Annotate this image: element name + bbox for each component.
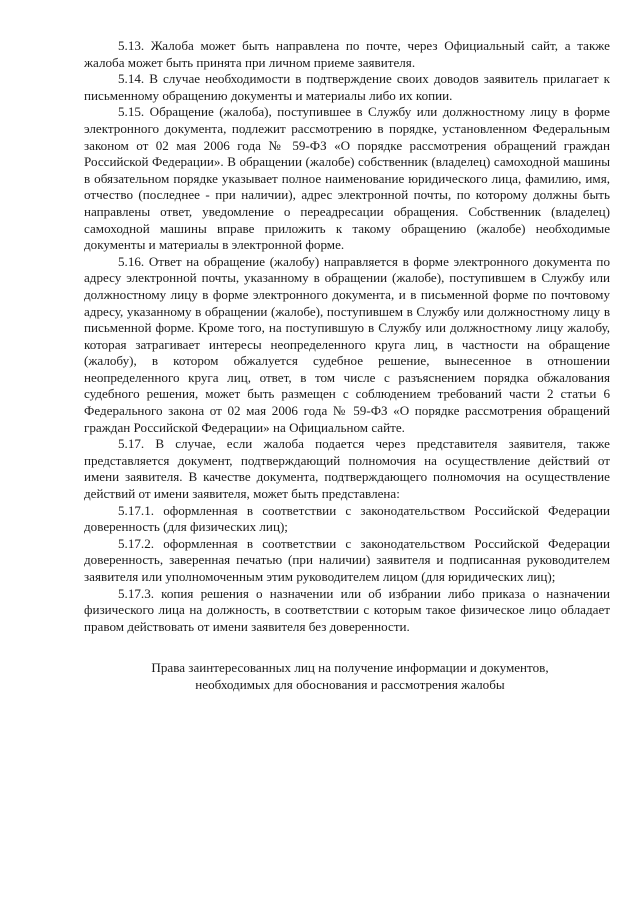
paragraph-5-17-2: 5.17.2. оформленная в соответствии с законодательством Российской Федерации доверенность, заверенная печатью (при наличии) заявителя и подписанная руководителем заявителя или уполномоченным этим руководителем лицом (для юридических лиц); xyxy=(84,535,610,584)
paragraph-5-17-1: 5.17.1. оформленная в соответствии с законодательством Российской Федерации доверенность (для физических лиц); xyxy=(84,502,610,535)
section-heading-line-1: Права заинтересованных лиц на получение информации и документов, xyxy=(151,660,549,676)
paragraph-5-17-3: 5.17.3. копия решения о назначении или об избрании либо приказа о назначении физического лица на должность, в соответствии с которым такое физическое лицо обладает правом действовать от имени заявителя без доверенности. xyxy=(84,585,610,634)
section-heading-line-2: необходимых для обоснования и рассмотрения жалобы xyxy=(195,677,505,693)
paragraph-5-16: 5.16. Ответ на обращение (жалобу) направляется в форме электронного документа по адресу электронной почты, указанному в обращении (жалобе), поступившем в Службу или должностному лицу в форме электронного документа, и в письменной форме по почтовому адресу, указанному в обращении (жалобе), поступившем в Службу или должностному лицу в письменной форме. Кроме того, на поступившую в Службу или должностному лицу жалобу, которая затрагивает интересы неопределенного круга лиц, в частности на обращение (жалобу), в котором обжалуется судебное решение, вынесенное в отношении неопределенного круга лиц, ответ, в том числе с разъяснением порядка обжалования судебного решения, может быть размещен с соблюдением требований части 2 статьи 6 Федерального закона от 02 мая 2006 года № 59-ФЗ «О порядке рассмотрения обращений граждан Российской Федерации» на Официальном сайте. xyxy=(84,253,610,435)
paragraph-5-14: 5.14. В случае необходимости в подтверждение своих доводов заявитель прилагает к письменному обращению документы и материалы либо их копии. xyxy=(84,71,610,103)
paragraph-5-17: 5.17. В случае, если жалоба подается через представителя заявителя, также представляется документ, подтверждающий полномочия на осуществление действий от имени заявителя. В качестве документа, подтверждающего полномочия на осуществление действий от имени заявителя, может быть представлена: xyxy=(84,436,610,502)
paragraph-5-15: 5.15. Обращение (жалоба), поступившее в Службу или должностному лицу в форме электронного документа, подлежит рассмотрению в порядке, установленном Федеральным законом от 02 мая 2006 года № 59-ФЗ «О порядке рассмотрения обращений граждан Российской Федерации». В обращении (жалобе) собственник (владелец) самоходной машины в обязательном порядке указывает полное наименование юридического лица, фамилию, имя, отчество (последнее - при наличии), адрес электронной почты, по которому должны быть направлены ответ, уведомление о переадресации обращения. Собственник (владелец) самоходной машины вправе приложить к такому обращению (жалобе) необходимые документы и материалы в электронной форме. xyxy=(84,104,610,253)
paragraph-5-13: 5.13. Жалоба может быть направлена по почте, через Официальный сайт, а также жалоба может быть принята при личном приеме заявителя. xyxy=(84,38,610,70)
section-heading xyxy=(84,659,610,693)
document-page xyxy=(84,38,610,693)
